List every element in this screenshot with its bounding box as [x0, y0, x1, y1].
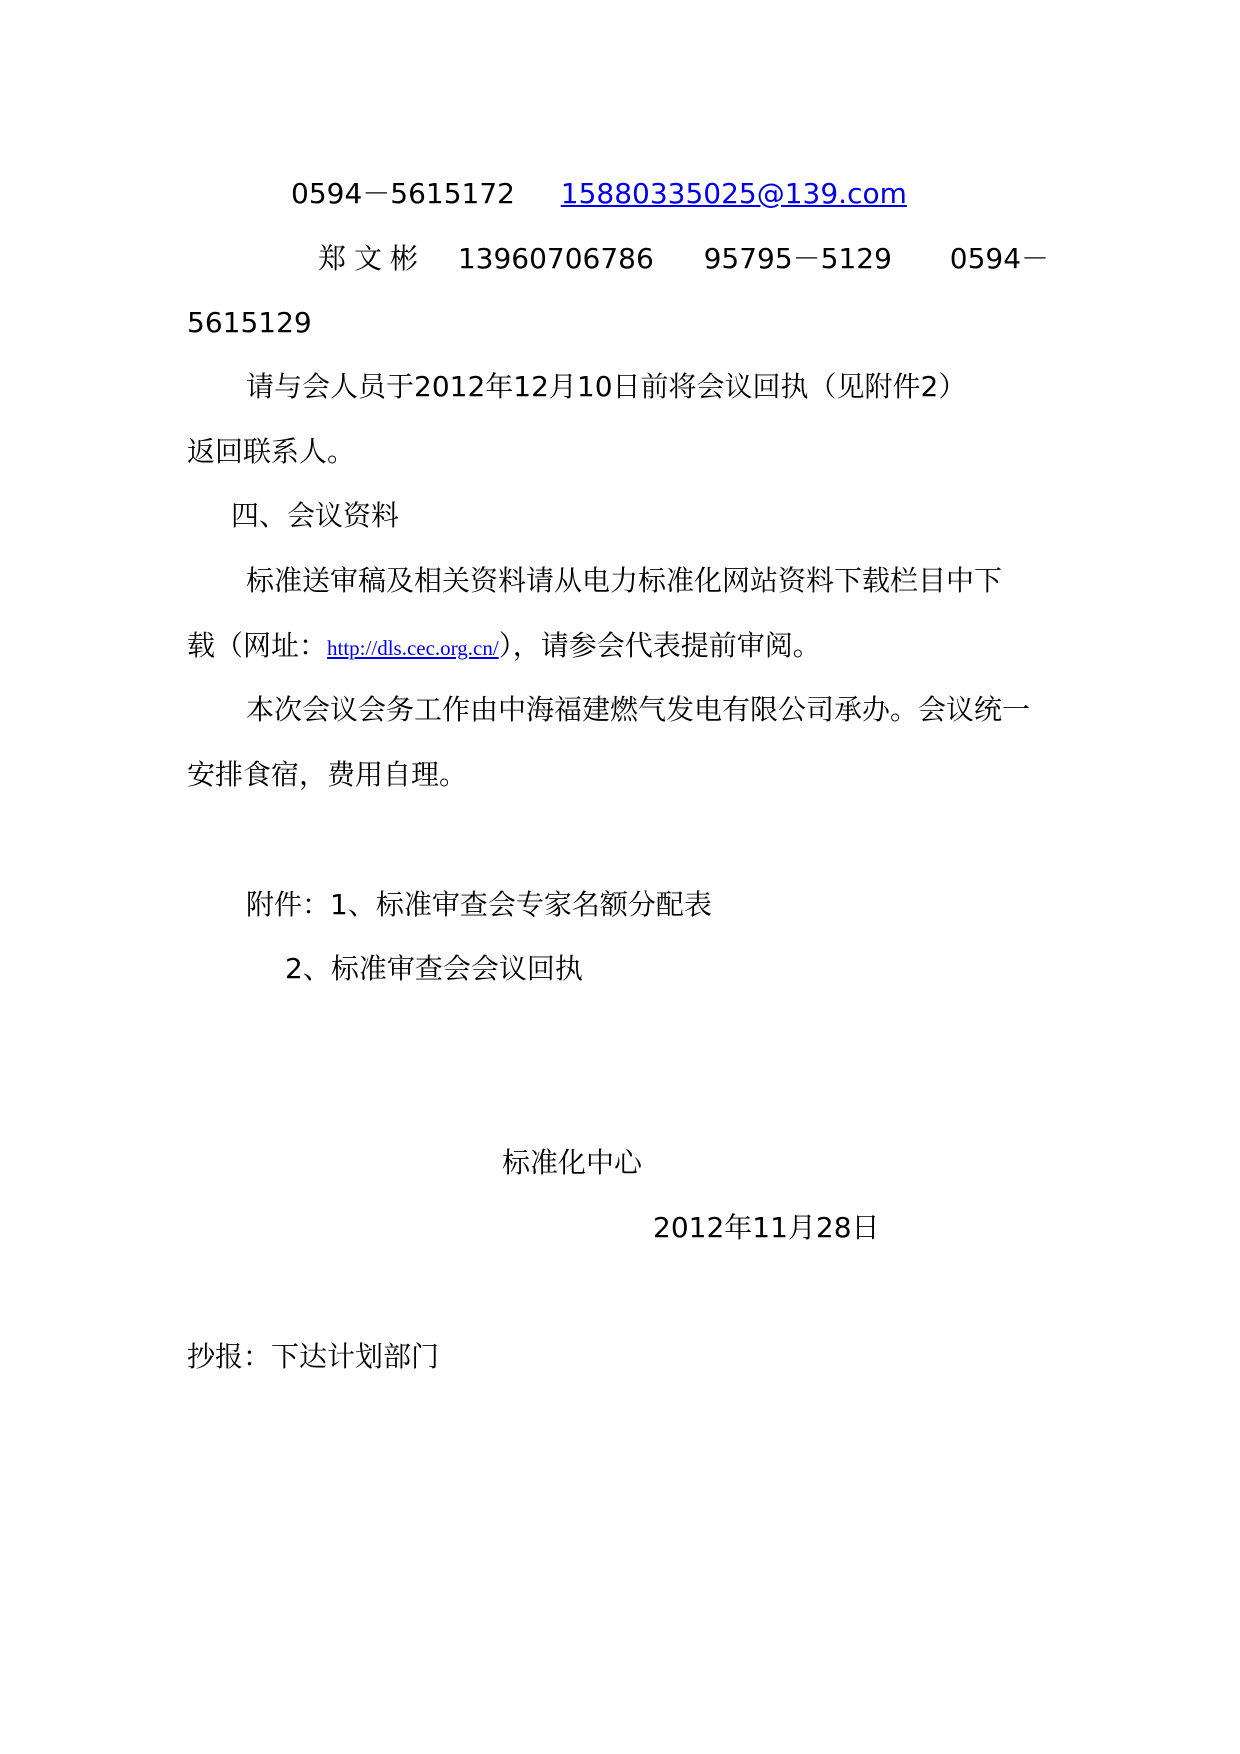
cc-line: 抄报：下达计划部门	[187, 1340, 440, 1373]
contact-email-link[interactable]: 15880335025@139.com	[560, 177, 907, 210]
contact-extension: 95795－5129	[703, 242, 892, 275]
attachment-item-1: 附件：1、标准审查会专家名额分配表	[246, 888, 712, 921]
attachment-item-2: 2、标准审查会会议回执	[285, 952, 583, 985]
contact-line-1	[291, 176, 907, 212]
contact-phone-part1: 0594－	[949, 242, 1050, 275]
reply-line-1: 请与会人员于2012年12月10日前将会议回执（见附件2）	[246, 370, 967, 403]
signature-date: 2012年11月28日	[653, 1211, 880, 1244]
logistics-line-1: 本次会议会务工作由中海福建燃气发电有限公司承办。会议统一	[246, 693, 1031, 726]
materials-suffix: ），请参会代表提前审阅。	[498, 629, 821, 662]
materials-prefix: 载（网址：	[187, 629, 328, 662]
contact-line-2	[318, 241, 1049, 277]
contact-mobile: 13960706786	[457, 242, 654, 275]
materials-line-2	[187, 628, 821, 666]
materials-url-link[interactable]: http://dls.cec.org.cn/	[327, 636, 499, 660]
contact-phone-part2: 5615129	[187, 306, 312, 339]
section-4-heading: 四、会议资料	[231, 499, 400, 532]
contact-phone: 0594－5615172	[291, 177, 515, 210]
materials-line-1: 标准送审稿及相关资料请从电力标准化网站资料下载栏目中下	[246, 564, 1003, 597]
signature-org: 标准化中心	[502, 1146, 643, 1179]
contact-name: 郑文彬	[318, 242, 427, 275]
reply-line-2: 返回联系人。	[187, 435, 356, 468]
logistics-line-2: 安排食宿，费用自理。	[187, 758, 468, 791]
